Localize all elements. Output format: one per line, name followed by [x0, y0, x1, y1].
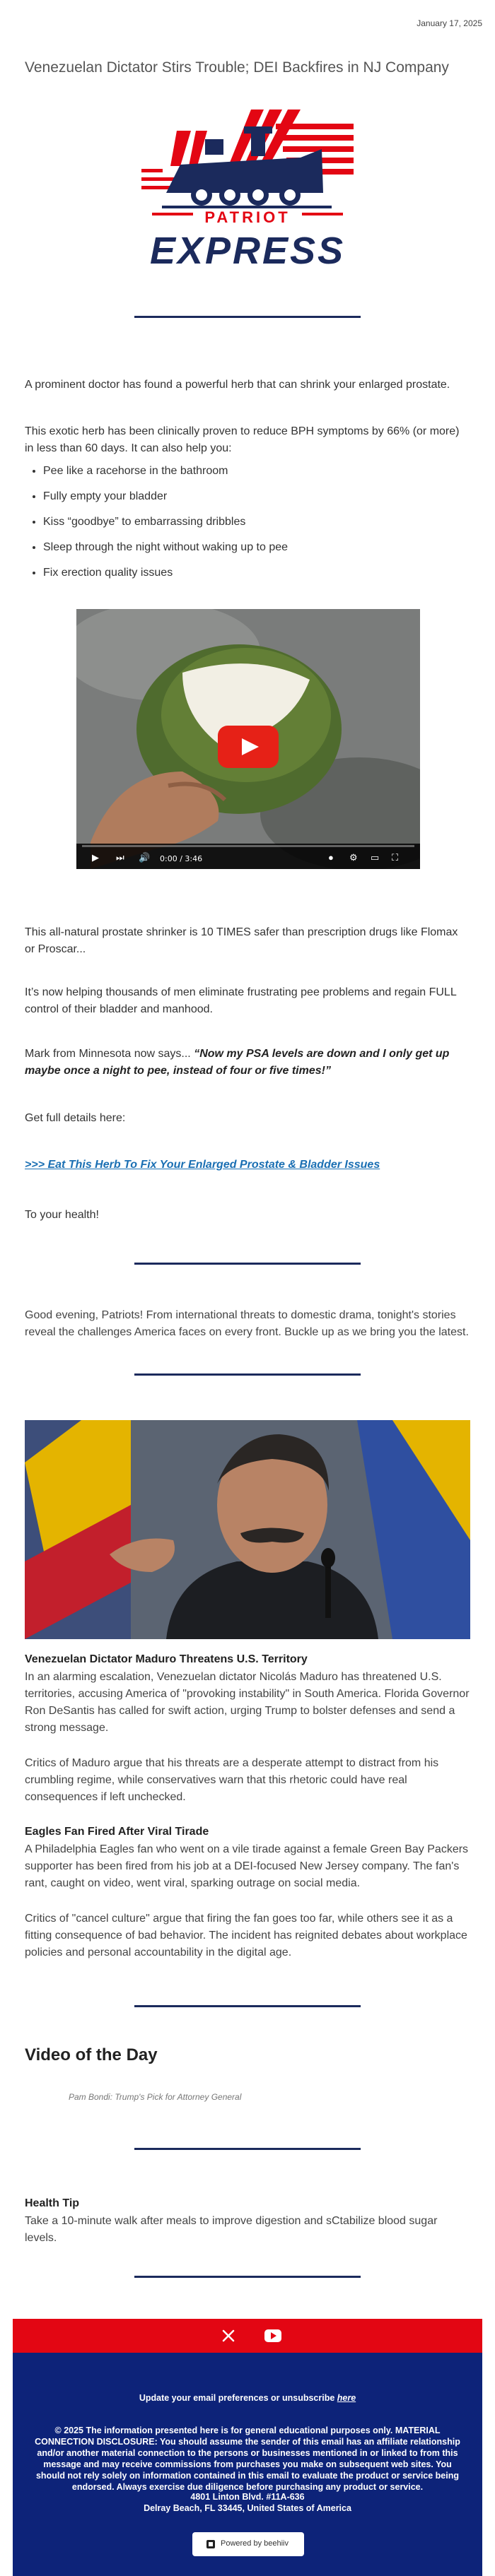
- divider: [134, 2148, 361, 2150]
- logo-top-word: PATRIOT: [204, 208, 291, 226]
- email-preferences: [28, 2392, 467, 2404]
- video-progress-bar[interactable]: [82, 845, 414, 847]
- address-line-2: Delray Beach, FL 33445, United States of America: [144, 2503, 351, 2513]
- video-player[interactable]: [76, 609, 420, 869]
- list-item: • Fully empty your bladder: [43, 488, 489, 514]
- logo-bottom-word: EXPRESS: [149, 230, 346, 272]
- ad-safer-text: This all-natural prostate shrinker is 10 TIMES safer than prescription drugs like Flomax or Proscar...: [25, 926, 458, 955]
- patriot-express-logo: [138, 110, 357, 272]
- play-icon[interactable]: ▶: [92, 852, 99, 863]
- footer-social-bar: [13, 2319, 482, 2353]
- video-controls: [76, 844, 420, 869]
- ad-helping-text: It’s now helping thousands of men eliminate frustrating pee problems and regain FULL control of their bladder and manhood.: [25, 986, 457, 1015]
- testimonial-lead: Mark from Minnesota now says...: [25, 1048, 194, 1060]
- page-title: Venezuelan Dictator Stirs Trouble; DEI Backfires in NJ Company: [25, 59, 449, 76]
- ad-intro: A prominent doctor has found a powerful herb that can shrink your enlarged prostate.: [25, 379, 450, 391]
- miniplayer-icon[interactable]: ▭: [371, 852, 380, 863]
- train-logo-icon: [138, 110, 357, 272]
- testimonial: [25, 1046, 470, 1080]
- divider: [134, 2005, 361, 2007]
- preferences-text: Update your email preferences or unsubscribe: [139, 2393, 337, 2403]
- divider: [134, 1373, 361, 1376]
- ad-signoff: To your health!: [25, 1209, 99, 1221]
- video-of-day-caption[interactable]: Pam Bondi: Trump's Pick for Attorney General: [69, 2092, 242, 2102]
- address-line-1: 4801 Linton Blvd. #11A-636: [190, 2492, 305, 2502]
- story-2-paragraph-1: A Philadelphia Eagles fan who went on a vile tirade against a female Green Bay Packers supporter has been fired from his job at a DEI-focused New Jersey company. The fan's rant, caught on video, went viral, sparking outrage on social media.: [25, 1843, 469, 1889]
- volume-icon[interactable]: 🔊: [139, 852, 151, 863]
- maduro-photo: [25, 1420, 470, 1639]
- story-photo: [25, 1420, 470, 1639]
- next-icon[interactable]: ⏭: [116, 852, 124, 863]
- story-2-title: Eagles Fan Fired After Viral Tirade: [25, 1826, 209, 1838]
- divider: [134, 1263, 361, 1265]
- story-1-title: Venezuelan Dictator Maduro Threatens U.S. Territory: [25, 1653, 308, 1665]
- video-time: 0:00 / 3:46: [160, 854, 203, 863]
- ad-link[interactable]: >>> Eat This Herb To Fix Your Enlarged Prostate & Bladder Issues: [25, 1159, 380, 1171]
- story-2-paragraph-2: Critics of "cancel culture" argue that firing the fan goes too far, while others see it as a fitting consequence of bad behavior. The incident has reignited debates about workplace policies and personal accountability in the digital age.: [25, 1913, 467, 1958]
- beehiiv-icon: [205, 2539, 216, 2550]
- play-button[interactable]: [218, 726, 279, 768]
- fullscreen-icon[interactable]: ⛶: [392, 852, 399, 863]
- powered-by-badge[interactable]: [192, 2532, 304, 2556]
- benefit-list: [25, 463, 489, 590]
- list-item: • Fix erection quality issues: [43, 565, 489, 590]
- testimonial-quote: “Now my PSA levels are down and I only get up maybe once a night to pee, instead of four or five times!”: [25, 1048, 450, 1077]
- ad-claim: This exotic herb has been clinically proven to reduce BPH symptoms by 66% (or more) in less than 60 days. It can also help you:: [25, 425, 460, 454]
- list-item: • Sleep through the night without waking up to pee: [43, 539, 489, 565]
- unsubscribe-link[interactable]: here: [337, 2393, 356, 2403]
- list-item: • Kiss “goodbye” to embarrassing dribbles: [43, 514, 489, 539]
- greeting-text: Good evening, Patriots! From international threats to domestic drama, tonight's stories reveal the challenges America faces on every front. Buckle up as we bring you the latest.: [25, 1309, 469, 1338]
- divider: [134, 2276, 361, 2278]
- youtube-icon[interactable]: [264, 2329, 281, 2342]
- divider: [134, 316, 361, 318]
- powered-by-text: Powered by beehiiv: [221, 2539, 289, 2548]
- x-icon[interactable]: [221, 2329, 235, 2343]
- ad-details-text: Get full details here:: [25, 1112, 126, 1124]
- autoplay-icon[interactable]: ●: [328, 852, 334, 863]
- story-1-paragraph-2: Critics of Maduro argue that his threats are a desperate attempt to distract from his crumbling regime, while conservatives warn that this rhetoric could have real consequences if left unchecked.: [25, 1757, 439, 1803]
- health-tip-heading: Health Tip: [25, 2197, 80, 2209]
- issue-date: January 17, 2025: [417, 18, 482, 28]
- disclosure-text: © 2025 The information presented here is for general educational purposes only. MATERIAL CONNECTION DISCLOSURE: You should assume the sender of this email has an affiliate relationship and/or another material connection to the persons or businesses mentioned in or linked to from this message and may receive commissions from purchases you make on subsequent web sites. You should not rely solely on information contained in this email to evaluate the product or service being endorsed. Always exercise due diligence before purchasing any product or service.: [35, 2426, 460, 2492]
- health-tip-text: Take a 10-minute walk after meals to improve digestion and sCtabilize blood sugar levels.: [25, 2215, 438, 2244]
- settings-icon[interactable]: ⚙: [349, 852, 358, 863]
- video-of-day-heading: Video of the Day: [25, 2045, 158, 2064]
- list-item: • Pee like a racehorse in the bathroom: [43, 463, 489, 488]
- story-1-paragraph-1: In an alarming escalation, Venezuelan dictator Nicolás Maduro has threatened U.S. territories, accusing America of "provoking instability" in South America. Florida Governor Ron DeSantis has called for swift action, urging Trump to bolster defenses and send a strong message.: [25, 1671, 470, 1734]
